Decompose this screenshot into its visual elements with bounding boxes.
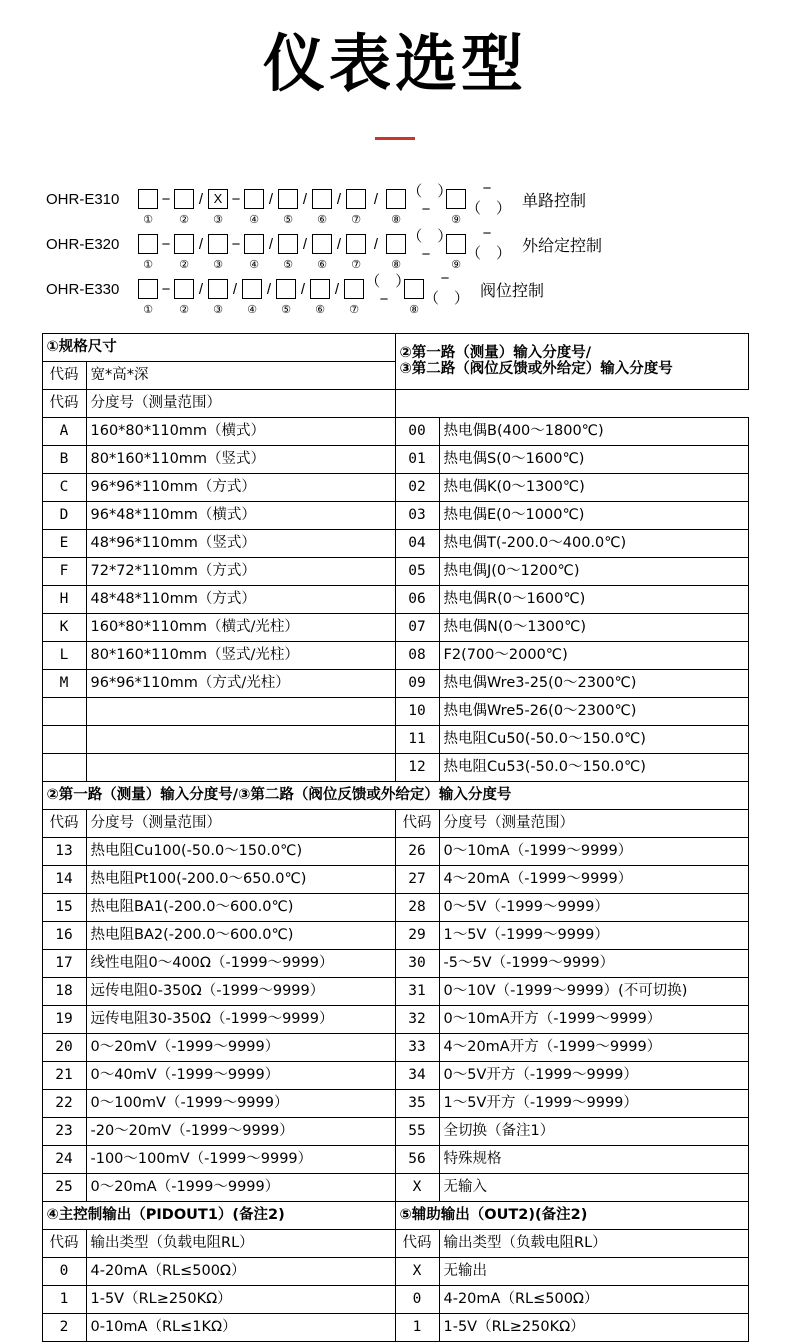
code-box-3[interactable] — [208, 234, 228, 254]
row-code: 16 — [42, 922, 86, 950]
table-row — [42, 838, 748, 866]
row-code: L — [42, 642, 86, 670]
marker-8: ⑧ — [409, 303, 419, 317]
table-row — [42, 642, 748, 670]
row-code: C — [42, 474, 86, 502]
table-row — [42, 530, 748, 558]
section1-left-col-name: 宽*高*深 — [86, 362, 395, 390]
row-code: 31 — [395, 978, 439, 1006]
marker-5: ⑤ — [283, 258, 293, 272]
row-code: 1 — [395, 1314, 439, 1342]
row-code: 34 — [395, 1062, 439, 1090]
section3-left-col-code: 代码 — [42, 1230, 86, 1258]
marker-6: ⑥ — [317, 258, 327, 272]
marker-3: ③ — [213, 258, 223, 272]
table-row — [42, 390, 748, 418]
row-code: K — [42, 614, 86, 642]
row-text: 无输入 — [439, 1174, 748, 1202]
table-row — [42, 446, 748, 474]
code-box-7[interactable] — [346, 234, 366, 254]
section1-left-header: ①规格尺寸 — [42, 334, 395, 362]
row-code: 00 — [395, 418, 439, 446]
separator: / — [373, 235, 379, 253]
section1-right-header-line2: ③第二路（阀位反馈或外给定）输入分度号 — [399, 360, 673, 377]
separator: / — [302, 190, 308, 208]
row-code: 2 — [42, 1314, 86, 1342]
table-row — [42, 1034, 748, 1062]
separator: （ ）− — [365, 273, 403, 309]
section2-right-col-code: 代码 — [395, 810, 439, 838]
row-text: 0-10mA（RL≤1KΩ） — [86, 1314, 395, 1342]
section3-right-header: ⑤辅助输出（OUT2)(备注2) — [395, 1202, 748, 1230]
marker-7: ⑦ — [351, 213, 361, 227]
row-text: 特殊规格 — [439, 1146, 748, 1174]
code-box-8[interactable] — [386, 234, 406, 254]
row-text: 0～20mA（-1999～9999） — [86, 1174, 395, 1202]
table-row — [42, 1202, 748, 1230]
code-box-5[interactable] — [276, 279, 296, 299]
row-text — [86, 698, 395, 726]
marker-3: ③ — [213, 303, 223, 317]
table-row — [42, 474, 748, 502]
table-row — [42, 754, 748, 782]
model-row — [46, 180, 790, 227]
row-code: 12 — [395, 754, 439, 782]
row-text: 72*72*110mm（方式） — [86, 558, 395, 586]
separator: − — [231, 235, 241, 253]
row-code: 56 — [395, 1146, 439, 1174]
table-row — [42, 810, 748, 838]
row-text: -100～100mV（-1999～9999） — [86, 1146, 395, 1174]
row-code: 20 — [42, 1034, 86, 1062]
table-row — [42, 1230, 748, 1258]
model-row — [46, 225, 790, 272]
section1-right-col-code: 代码 — [42, 390, 86, 418]
code-box-4[interactable] — [242, 279, 262, 299]
row-text: 96*96*110mm（方式/光柱） — [86, 670, 395, 698]
row-code: 06 — [395, 586, 439, 614]
page-title: 仪表选型 — [262, 27, 527, 100]
row-code: 07 — [395, 614, 439, 642]
table-row — [42, 1118, 748, 1146]
row-code: 55 — [395, 1118, 439, 1146]
row-text: 0～20mV（-1999～9999） — [86, 1034, 395, 1062]
row-text: -5～5V（-1999～9999） — [439, 950, 748, 978]
separator: − — [231, 190, 241, 208]
marker-1: ① — [143, 213, 153, 227]
row-code: D — [42, 502, 86, 530]
row-code: 1 — [42, 1286, 86, 1314]
separator: / — [300, 280, 306, 298]
row-code: 01 — [395, 446, 439, 474]
code-box-2[interactable] — [174, 279, 194, 299]
marker-1: ① — [143, 258, 153, 272]
table-row — [42, 782, 748, 810]
row-text: 热电偶J(0～1200℃) — [439, 558, 748, 586]
marker-9: ⑨ — [451, 258, 461, 272]
code-box-8[interactable] — [386, 189, 406, 209]
row-code: 23 — [42, 1118, 86, 1146]
row-text: 1～5V开方（-1999～9999） — [439, 1090, 748, 1118]
row-text: 热电偶E(0～1000℃) — [439, 502, 748, 530]
table-row — [42, 726, 748, 754]
table-row — [42, 502, 748, 530]
section2-right-col-name: 分度号（测量范围） — [439, 810, 748, 838]
model-name: OHR-E320 — [46, 235, 120, 253]
row-code: 17 — [42, 950, 86, 978]
separator: / — [302, 235, 308, 253]
row-code: 30 — [395, 950, 439, 978]
row-code: 14 — [42, 866, 86, 894]
table-row — [42, 670, 748, 698]
separator: / — [198, 190, 204, 208]
row-code: 13 — [42, 838, 86, 866]
row-code: 27 — [395, 866, 439, 894]
marker-1: ① — [143, 303, 153, 317]
row-code: 02 — [395, 474, 439, 502]
section3-right-col-code: 代码 — [395, 1230, 439, 1258]
model-description: 阀位控制 — [480, 280, 545, 300]
row-text: 热电阻Pt100(-200.0～650.0℃) — [86, 866, 395, 894]
row-text: 1-5V（RL≥250KΩ） — [86, 1286, 395, 1314]
separator: − — [161, 190, 171, 208]
row-text: 热电阻Cu50(-50.0～150.0℃) — [439, 726, 748, 754]
row-code: X — [395, 1174, 439, 1202]
row-text: 热电偶N(0～1300℃) — [439, 614, 748, 642]
row-text: 96*96*110mm（方式） — [86, 474, 395, 502]
row-text: 0～5V开方（-1999～9999） — [439, 1062, 748, 1090]
model-code-diagram — [0, 180, 790, 317]
row-text: 80*160*110mm（竖式） — [86, 446, 395, 474]
row-code: 19 — [42, 1006, 86, 1034]
row-text: 4～20mA（-1999～9999） — [439, 866, 748, 894]
row-code: A — [42, 418, 86, 446]
section2-left-col-code: 代码 — [42, 810, 86, 838]
row-code: E — [42, 530, 86, 558]
model-name: OHR-E310 — [46, 190, 120, 208]
marker-5: ⑤ — [281, 303, 291, 317]
separator: −（ ） — [466, 180, 512, 218]
row-text — [86, 754, 395, 782]
row-code: 35 — [395, 1090, 439, 1118]
table-row — [42, 894, 748, 922]
model-description: 外给定控制 — [522, 235, 603, 255]
separator: / — [268, 235, 274, 253]
separator: − — [161, 280, 171, 298]
table-row — [42, 586, 748, 614]
separator: / — [232, 280, 238, 298]
row-code: 24 — [42, 1146, 86, 1174]
row-code: B — [42, 446, 86, 474]
table-row — [42, 1006, 748, 1034]
row-code: 09 — [395, 670, 439, 698]
table-row — [42, 614, 748, 642]
table-row — [42, 334, 748, 362]
marker-8: ⑧ — [391, 213, 401, 227]
separator: / — [198, 235, 204, 253]
section1-right-header — [395, 334, 748, 390]
row-text: 热电阻Cu53(-50.0～150.0℃) — [439, 754, 748, 782]
code-box-7[interactable] — [344, 279, 364, 299]
table-row — [42, 978, 748, 1006]
separator: / — [334, 280, 340, 298]
row-text: 全切换（备注1） — [439, 1118, 748, 1146]
separator: / — [268, 190, 274, 208]
marker-6: ⑥ — [317, 213, 327, 227]
code-box-9[interactable] — [446, 189, 466, 209]
code-box-3[interactable] — [208, 279, 228, 299]
row-code: 04 — [395, 530, 439, 558]
row-text: 1～5V（-1999～9999） — [439, 922, 748, 950]
row-code: H — [42, 586, 86, 614]
code-box-8[interactable] — [404, 279, 424, 299]
row-text: 远传电阻30-350Ω（-1999～9999） — [86, 1006, 395, 1034]
row-text: 热电偶K(0～1300℃) — [439, 474, 748, 502]
row-text — [86, 726, 395, 754]
row-code: 22 — [42, 1090, 86, 1118]
row-text: F2(700～2000℃) — [439, 642, 748, 670]
section1-left-col-code: 代码 — [42, 362, 86, 390]
row-code: 0 — [395, 1286, 439, 1314]
code-box-6[interactable] — [312, 189, 332, 209]
table-row — [42, 1090, 748, 1118]
separator: / — [336, 235, 342, 253]
row-code: 29 — [395, 922, 439, 950]
code-box-5[interactable] — [278, 234, 298, 254]
row-text: 0～10mA开方（-1999～9999） — [439, 1006, 748, 1034]
model-name: OHR-E330 — [46, 280, 120, 298]
row-text: 热电偶Wre3-25(0～2300℃) — [439, 670, 748, 698]
row-code: 26 — [395, 838, 439, 866]
code-box-2[interactable] — [174, 234, 194, 254]
table-row — [42, 558, 748, 586]
row-code — [42, 726, 86, 754]
row-text: 热电偶Wre5-26(0～2300℃) — [439, 698, 748, 726]
row-code: 08 — [395, 642, 439, 670]
row-code: F — [42, 558, 86, 586]
model-description: 单路控制 — [522, 190, 587, 210]
row-text: -20～20mV（-1999～9999） — [86, 1118, 395, 1146]
row-text: 4-20mA（RL≤500Ω） — [439, 1286, 748, 1314]
row-code: 10 — [395, 698, 439, 726]
row-code — [42, 754, 86, 782]
row-text: 0～10mA（-1999～9999） — [439, 838, 748, 866]
row-text: 热电偶B(400～1800℃) — [439, 418, 748, 446]
row-code: 21 — [42, 1062, 86, 1090]
marker-2: ② — [179, 213, 189, 227]
marker-3: ③ — [213, 213, 223, 227]
row-text: 0～100mV（-1999～9999） — [86, 1090, 395, 1118]
row-code: M — [42, 670, 86, 698]
marker-2: ② — [179, 303, 189, 317]
row-text: 48*48*110mm（方式） — [86, 586, 395, 614]
row-code: 0 — [42, 1258, 86, 1286]
marker-9: ⑨ — [451, 213, 461, 227]
code-box-1[interactable] — [138, 234, 158, 254]
section1-right-col-name: 分度号（测量范围） — [86, 390, 395, 418]
separator: − — [161, 235, 171, 253]
row-text: 4～20mA开方（-1999～9999） — [439, 1034, 748, 1062]
marker-8: ⑧ — [391, 258, 401, 272]
table-row — [42, 1258, 748, 1286]
code-box-9[interactable] — [446, 234, 466, 254]
section3-right-col-name: 输出类型（负载电阻RL） — [439, 1230, 748, 1258]
section2-left-col-name: 分度号（测量范围） — [86, 810, 395, 838]
table-row — [42, 1286, 748, 1314]
code-box-6[interactable] — [310, 279, 330, 299]
row-text: 线性电阻0～400Ω（-1999～9999） — [86, 950, 395, 978]
title-divider — [375, 137, 415, 140]
marker-4: ④ — [249, 258, 259, 272]
table-row — [42, 866, 748, 894]
row-text: 热电偶S(0～1600℃) — [439, 446, 748, 474]
row-text: 热电阻BA1(-200.0～600.0℃) — [86, 894, 395, 922]
row-code — [42, 698, 86, 726]
marker-6: ⑥ — [315, 303, 325, 317]
row-text: 160*80*110mm（横式/光柱） — [86, 614, 395, 642]
code-box-4[interactable] — [244, 189, 264, 209]
marker-7: ⑦ — [351, 258, 361, 272]
table-row — [42, 950, 748, 978]
row-text: 0～5V（-1999～9999） — [439, 894, 748, 922]
marker-4: ④ — [247, 303, 257, 317]
row-code: 11 — [395, 726, 439, 754]
row-text: 4-20mA（RL≤500Ω） — [86, 1258, 395, 1286]
row-code: 03 — [395, 502, 439, 530]
marker-4: ④ — [249, 213, 259, 227]
row-text: 80*160*110mm（竖式/光柱） — [86, 642, 395, 670]
row-text: 无输出 — [439, 1258, 748, 1286]
separator: / — [373, 190, 379, 208]
code-box-1[interactable] — [138, 189, 158, 209]
marker-7: ⑦ — [349, 303, 359, 317]
section1-right-header-line1: ②第一路（测量）输入分度号/ — [399, 344, 592, 361]
code-box-4[interactable] — [244, 234, 264, 254]
section3-left-col-name: 输出类型（负载电阻RL） — [86, 1230, 395, 1258]
separator: / — [266, 280, 272, 298]
specification-table — [42, 333, 749, 1342]
section2-header: ②第一路（测量）输入分度号/③第二路（阀位反馈或外给定）输入分度号 — [42, 782, 748, 810]
row-text: 0～40mV（-1999～9999） — [86, 1062, 395, 1090]
row-code: 33 — [395, 1034, 439, 1062]
table-row — [42, 1314, 748, 1342]
row-text: 160*80*110mm（横式） — [86, 418, 395, 446]
separator: （ ）− — [407, 228, 445, 264]
row-text: 热电阻BA2(-200.0～600.0℃) — [86, 922, 395, 950]
row-text: 96*48*110mm（横式） — [86, 502, 395, 530]
section3-left-header: ④主控制输出（PIDOUT1）(备注2) — [42, 1202, 395, 1230]
table-row — [42, 922, 748, 950]
row-code: X — [395, 1258, 439, 1286]
row-text: 1-5V（RL≥250KΩ） — [439, 1314, 748, 1342]
model-row — [46, 270, 790, 317]
row-code: 25 — [42, 1174, 86, 1202]
row-text: 热电阻Cu100(-50.0～150.0℃) — [86, 838, 395, 866]
code-box-7[interactable] — [346, 189, 366, 209]
marker-5: ⑤ — [283, 213, 293, 227]
code-box-1[interactable] — [138, 279, 158, 299]
separator: （ ）− — [407, 183, 445, 219]
row-code: 15 — [42, 894, 86, 922]
table-row — [42, 1062, 748, 1090]
row-code: 32 — [395, 1006, 439, 1034]
table-row — [42, 1174, 748, 1202]
code-box-3[interactable]: X — [208, 189, 228, 209]
row-code: 18 — [42, 978, 86, 1006]
table-row — [42, 698, 748, 726]
table-row — [42, 418, 748, 446]
separator: −（ ） — [466, 225, 512, 263]
code-box-5[interactable] — [278, 189, 298, 209]
row-text: 热电偶T(-200.0～400.0℃) — [439, 530, 748, 558]
separator: / — [198, 280, 204, 298]
row-text: 0～10V（-1999～9999）(不可切换) — [439, 978, 748, 1006]
separator: −（ ） — [424, 270, 470, 308]
row-text: 热电偶R(0～1600℃) — [439, 586, 748, 614]
code-box-6[interactable] — [312, 234, 332, 254]
row-text: 远传电阻0-350Ω（-1999～9999） — [86, 978, 395, 1006]
row-code: 28 — [395, 894, 439, 922]
table-row — [42, 1146, 748, 1174]
separator: / — [336, 190, 342, 208]
row-text: 48*96*110mm（竖式） — [86, 530, 395, 558]
row-code: 05 — [395, 558, 439, 586]
code-box-2[interactable] — [174, 189, 194, 209]
marker-2: ② — [179, 258, 189, 272]
